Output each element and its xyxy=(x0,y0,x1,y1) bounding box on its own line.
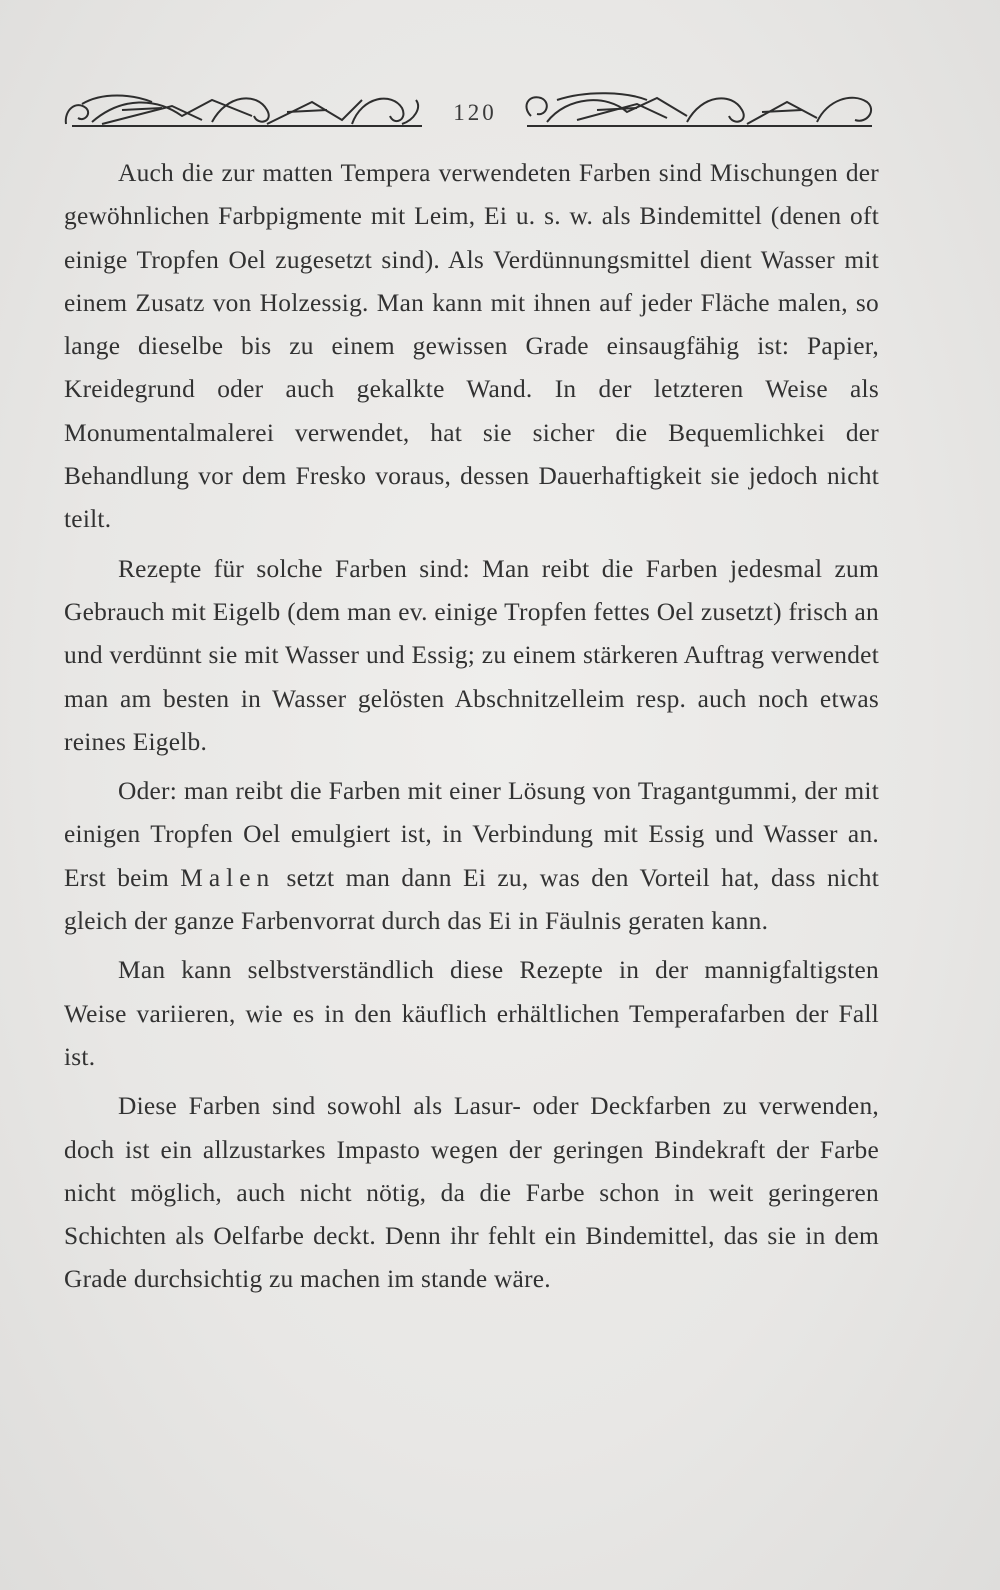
art-nouveau-scroll-ornament-icon xyxy=(62,86,432,134)
emphasized-word: Malen xyxy=(180,863,276,892)
paragraph: Man kann selbstverständlich diese Rezepte in der mannigfaltigsten Weise variieren, wie es in den käuflich erhältlichen Temperafarben der Fall ist. xyxy=(64,956,879,1071)
paragraph-text: setzt man dann Ei zu, was den Vorteil hat, dass nicht gleich der ganze Farbenvorrat durch das Ei in Fäulnis geraten kann. xyxy=(64,863,879,936)
paragraph: Auch die zur matten Tempera verwendeten Farben sind Mischungen der gewöhnlichen Farbpigmente mit Leim, Ei u. s. w. als Bindemittel (denen oft einige Tropfen Oel zugesetzt sind). Als Verdünnungsmittel dient Wasser mit einem Zusatz von Holzessig. Man kann mit ihnen auf jeder Fläche malen, so lange dieselbe bis zu einem gewissen Grade einsaugfähig ist: Papier, Kreidegrund oder auch gekalkte Wand. In der letzteren Weise als Monumentalmalerei verwendet, hat sie sicher die Bequemlichkei der Behandlung vor dem Fresko voraus, dessen Dauerhaftigkeit sie jedoch nicht teilt. xyxy=(64,159,879,534)
paragraph xyxy=(64,770,879,943)
paragraph-text: Oder: man reibt die Farben mit einer Lösung von Tragantgummi, der mit einigen Tropfen Oel emulgiert ist, in Verbindung mit Essig und Wasser an. Erst beim xyxy=(64,777,879,892)
page-header xyxy=(62,80,882,140)
paragraph: Diese Farben sind sowohl als Lasur- oder Deckfarben zu verwenden, doch ist ein allzustarkes Impasto wegen der geringen Bindekraft der Farbe nicht möglich, auch nicht nötig, da die Farbe schon in weit geringeren Schichten als Oelfarbe deckt. Denn ihr fehlt ein Bindemittel, das sie in dem Grade durchsichtig zu machen im stande wäre. xyxy=(64,1092,879,1294)
art-nouveau-scroll-ornament-icon xyxy=(517,86,882,134)
page-number: 120 xyxy=(453,100,497,125)
paragraph: Rezepte für solche Farben sind: Man reibt die Farben jedesmal zum Gebrauch mit Eigelb (dem man ev. einige Tropfen fettes Oel zusetzt) frisch an und verdünnt sie mit Wasser und Essig; zu einem stärkeren Auftrag verwendet man am besten in Wasser gelösten Abschnitzelleim resp. auch noch etwas reines Eigelb. xyxy=(64,554,879,756)
body-text xyxy=(64,152,879,1302)
